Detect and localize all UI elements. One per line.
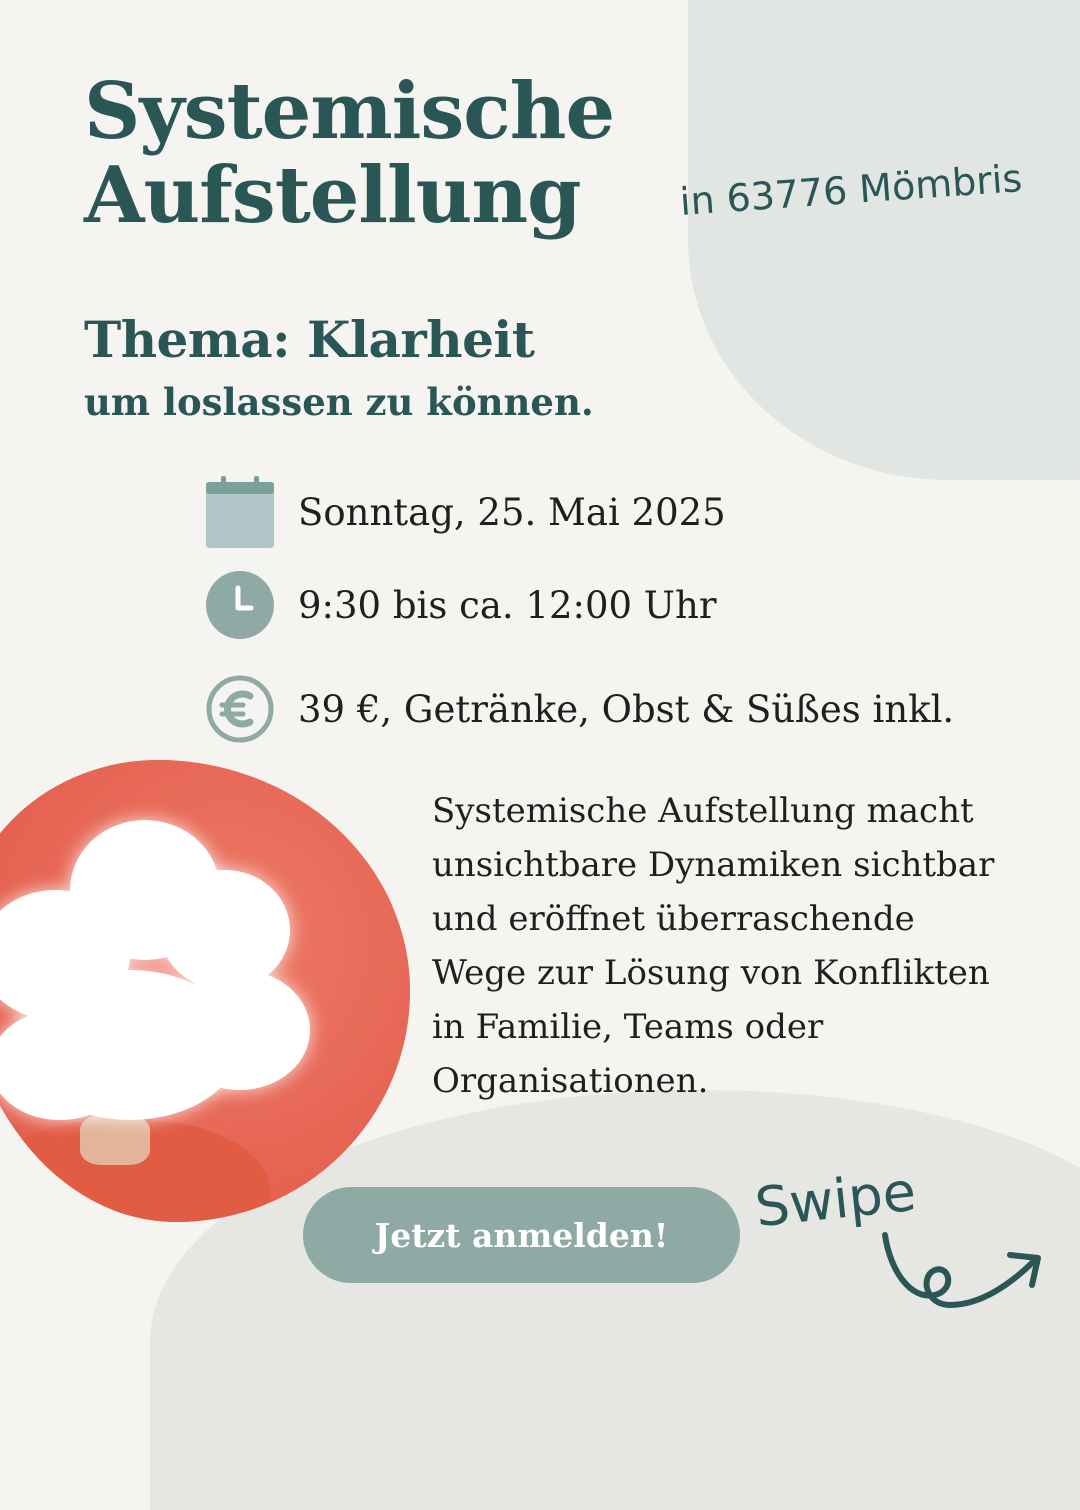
price-row xyxy=(205,674,954,744)
location-label: in 63776 Mömbris xyxy=(678,156,1024,224)
description-text xyxy=(432,784,1042,1108)
title-line-2: Aufstellung xyxy=(84,150,581,241)
description-line: und eröffnet überraschende xyxy=(432,899,915,939)
page-title xyxy=(84,66,615,241)
time-row xyxy=(205,570,717,640)
swipe-label: Swipe xyxy=(752,1159,919,1240)
register-button[interactable]: Jetzt anmelden! xyxy=(303,1187,740,1283)
event-time: 9:30 bis ca. 12:00 Uhr xyxy=(298,583,717,627)
description-line: Systemische Aufstellung macht xyxy=(432,791,974,831)
event-price: 39 €, Getränke, Obst & Süßes inkl. xyxy=(298,687,955,731)
cloud-head-photo xyxy=(0,760,410,1222)
event-date: Sonntag, 25. Mai 2025 xyxy=(298,490,726,534)
calendar-icon xyxy=(205,477,275,547)
date-row xyxy=(205,477,726,547)
theme-heading: Thema: Klarheit xyxy=(84,310,535,369)
decorative-blob-top xyxy=(688,0,1080,480)
description-line: unsichtbare Dynamiken sichtbar xyxy=(432,845,995,885)
title-line-1: Systemische xyxy=(84,66,615,157)
theme-subheading: um loslassen zu können. xyxy=(84,380,594,424)
clock-icon xyxy=(205,570,275,640)
description-line: in Familie, Teams oder xyxy=(432,1007,824,1047)
swipe-arrow-icon xyxy=(880,1230,1050,1330)
euro-icon xyxy=(205,674,275,744)
description-line: Organisationen. xyxy=(432,1061,709,1101)
description-line: Wege zur Lösung von Konflikten xyxy=(432,953,990,993)
